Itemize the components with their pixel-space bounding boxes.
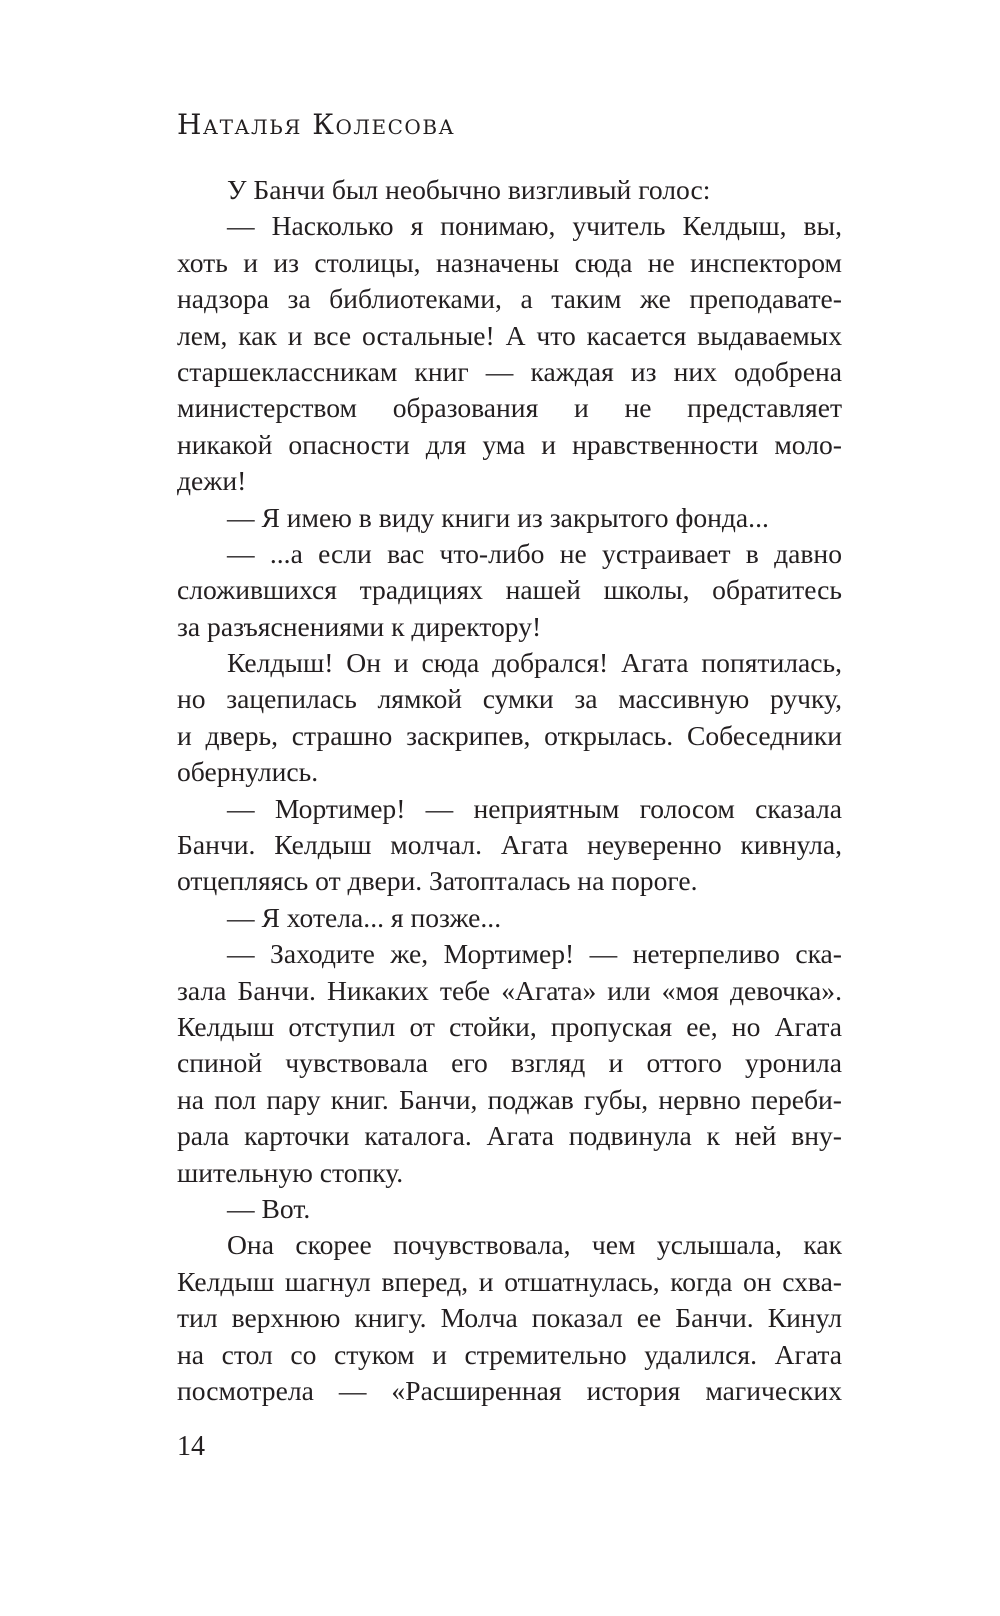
text-line: Келдыш! Он и сюда добрался! Агата попятилась,	[227, 647, 842, 679]
text-line: — Мортимер! — неприятным голосом сказала	[227, 792, 842, 824]
text-line: посмотрела — «Расширенная история магических	[177, 1374, 842, 1406]
text-line: дежи!	[177, 465, 247, 497]
text-line: — Заходите же, Мортимер! — нетерпеливо ска-	[227, 938, 842, 970]
running-head-author: Наталья Колесова	[177, 108, 456, 141]
text-line: за разъяснениями к директору!	[177, 610, 542, 642]
text-line: зала Банчи. Никаких тебе «Агата» или «моя девочка».	[177, 974, 842, 1006]
text-line: надзора за библиотеками, а таким же преподавате-	[177, 283, 842, 315]
text-line: старшеклассникам книг — каждая из них одобрена	[177, 355, 842, 387]
text-line: — Насколько я понимаю, учитель Келдыш, вы,	[227, 210, 842, 242]
text-line: — Я хотела... я позже...	[227, 901, 502, 933]
text-line: на пол пару книг. Банчи, поджав губы, нервно переби-	[177, 1083, 842, 1115]
text-line: Келдыш шагнул вперед, и отшатнулась, когда он схва-	[177, 1265, 842, 1297]
text-line: Она скорее почувствовала, чем услышала, как	[227, 1229, 842, 1261]
page-number: 14	[177, 1431, 205, 1462]
text-line: — Вот.	[227, 1192, 311, 1224]
text-line: хоть и из столицы, назначены сюда не инспектором	[177, 246, 842, 278]
text-line: У Банчи был необычно визгливый голос:	[227, 174, 711, 205]
text-line: Келдыш отступил от стойки, пропуская ее, но Агата	[177, 1010, 842, 1042]
text-line: и дверь, страшно заскрипев, открылась. Собеседники	[177, 719, 842, 751]
text-line: отцепляясь от двери. Затопталась на пороге.	[177, 865, 698, 897]
text-line: рала карточки каталога. Агата подвинула к ней вну-	[177, 1120, 842, 1152]
text-line: обернулись.	[177, 756, 319, 788]
text-line: — Я имею в виду книги из закрытого фонда...	[227, 501, 769, 533]
text-line: на стол со стуком и стремительно удалился. Агата	[177, 1338, 842, 1370]
text-line: никакой опасности для ума и нравственности моло-	[177, 428, 842, 460]
text-line: тил верхнюю книгу. Молча показал ее Банчи. Кинул	[177, 1302, 842, 1334]
text-line: сложившихся традициях нашей школы, обратитесь	[177, 574, 842, 606]
text-line: лем, как и все остальные! А что касается выдаваемых	[177, 319, 842, 351]
text-line: но зацепилась лямкой сумки за массивную ручку,	[177, 683, 842, 715]
body-text	[177, 172, 842, 1409]
text-line: Банчи. Келдыш молчал. Агата неуверенно кивнула,	[177, 829, 842, 861]
text-line: — ...а если вас что-либо не устраивает в давно	[227, 537, 842, 569]
text-line: министерством образования и не представляет	[177, 392, 842, 424]
text-line: спиной чувствовала его взгляд и оттого уронила	[177, 1047, 842, 1079]
text-line: шительную стопку.	[177, 1156, 404, 1188]
